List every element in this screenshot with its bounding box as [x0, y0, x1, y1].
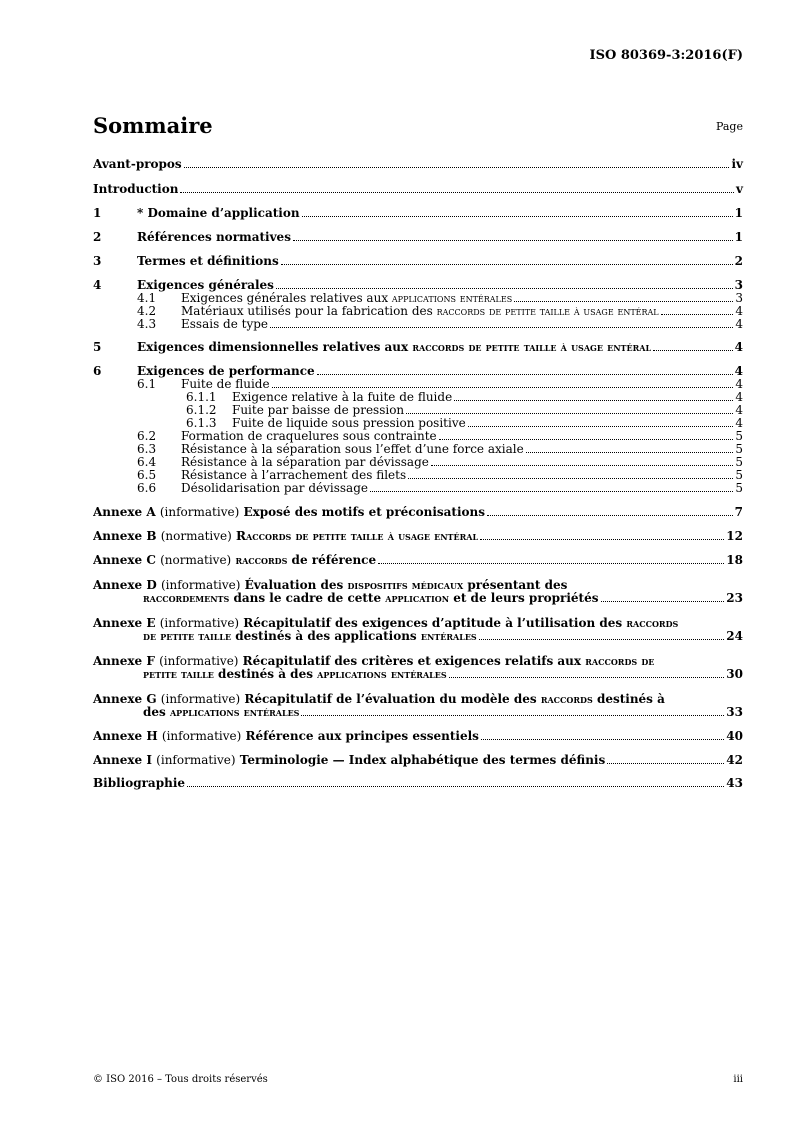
toc-number: 4.3 [137, 317, 157, 331]
leader-dots [479, 639, 725, 640]
leader-dots [406, 413, 733, 414]
leader-dots [317, 374, 733, 375]
toc-text: Matériaux utilisés pour la fabrication des raccords de petite taille à usage entéral [181, 305, 659, 318]
leader-dots [302, 216, 733, 217]
leader-dots [653, 350, 733, 351]
leader-dots [276, 288, 733, 289]
toc-number: 6.2 [137, 429, 157, 443]
leader-dots [378, 563, 724, 564]
toc-text: Annexe B (normative) Raccords de petite taille à usage entéral [93, 530, 479, 543]
leader-dots [468, 426, 734, 427]
toc-text: Introduction [93, 183, 179, 196]
toc-entry-annex-i[interactable] [93, 754, 743, 767]
toc-number: 6 [93, 364, 102, 378]
toc-text: Annexe C (normative) raccords de référence [93, 554, 377, 567]
toc-text: Exigences générales relatives aux applications entérales [181, 292, 513, 305]
footer-page-number: iii [733, 1074, 743, 1085]
toc-entry-6-2[interactable] [137, 430, 743, 443]
leader-dots [661, 314, 734, 315]
toc-page: 18 [726, 553, 743, 567]
toc-number: 6.3 [137, 442, 157, 456]
toc-entry-6[interactable] [93, 365, 743, 378]
toc-page: 5 [735, 429, 743, 443]
toc-text: Annexe A (informative) Exposé des motifs et préconisations [93, 506, 485, 519]
toc-page: 4 [734, 364, 743, 378]
toc-page: 5 [735, 455, 743, 469]
toc-text: Fuite de liquide sous pression positive [232, 417, 466, 430]
toc-page: 4 [735, 416, 743, 430]
toc-page: 42 [726, 753, 743, 767]
toc-entry-3[interactable] [93, 255, 743, 268]
toc-entry-annex-d[interactable] [93, 578, 743, 605]
leader-dots [481, 739, 724, 740]
toc-page: 43 [726, 776, 743, 790]
toc-text: Références normatives [137, 231, 291, 244]
toc-page: 4 [735, 304, 743, 318]
page-column-label: Page [715, 120, 743, 133]
toc-entry-6-5[interactable] [137, 469, 743, 482]
toc-page: 23 [726, 591, 743, 605]
toc-text: Résistance à l’arrachement des filets [181, 469, 407, 482]
toc-text: Bibliographie [93, 777, 186, 790]
toc-text: Avant-propos [93, 158, 182, 171]
toc-entry-annex-b[interactable] [93, 530, 743, 543]
toc-page: 30 [726, 667, 743, 681]
toc-entry-annex-a[interactable] [93, 506, 743, 519]
toc-entry-6-1-2[interactable] [186, 404, 743, 417]
leader-dots [514, 301, 733, 302]
toc-entry-annex-c[interactable] [93, 554, 743, 567]
toc-text: Exigences dimensionnelles relatives aux raccords de petite taille à usage entéral [137, 341, 652, 354]
toc-text: Exigences générales [137, 279, 274, 292]
footer-copyright: © ISO 2016 – Tous droits réservés [93, 1074, 268, 1085]
toc-page: 12 [726, 529, 743, 543]
leader-dots [180, 192, 734, 193]
leader-dots [439, 439, 734, 440]
toc-page: 4 [735, 390, 743, 404]
toc-page: 1 [734, 230, 743, 244]
leader-dots [601, 601, 725, 602]
toc-entry-6-1-1[interactable] [186, 391, 743, 404]
toc-text: Annexe I (informative) Terminologie — Index alphabétique des termes définis [93, 754, 606, 767]
toc-page: 24 [726, 629, 743, 643]
toc-entry-6-3[interactable] [137, 443, 743, 456]
toc-text: Résistance à la séparation sous l’effet d’une force axiale [181, 443, 524, 456]
toc-number: 6.6 [137, 481, 157, 495]
toc-text-line: Annexe E (informative) Récapitulatif des exigences d’aptitude à l’utilisation des raccords [93, 616, 679, 630]
toc-text: Termes et définitions [137, 255, 279, 268]
leader-dots [408, 478, 733, 479]
toc-page: 3 [735, 291, 743, 305]
toc-number: 1 [93, 206, 102, 220]
toc-text: Fuite de fluide [181, 378, 270, 391]
toc-text-line: Annexe G (informative) Récapitulatif de l’évaluation du modèle des raccords destinés à [93, 692, 665, 706]
toc-text: Fuite par baisse de pression [232, 404, 405, 417]
leader-dots [431, 465, 733, 466]
leader-dots [370, 491, 733, 492]
toc-text: Désolidarisation par dévissage [181, 482, 368, 495]
toc-number: 3 [93, 254, 102, 268]
leader-dots [526, 452, 734, 453]
toc-number: 6.5 [137, 468, 157, 482]
toc-page: 4 [735, 377, 743, 391]
toc-entry-4-2[interactable] [137, 305, 743, 318]
toc-text-line: Annexe F (informative) Récapitulatif des critères et exigences relatifs aux raccords de [93, 654, 655, 668]
toc-page: 40 [726, 729, 743, 743]
leader-dots [281, 264, 733, 265]
document-id: ISO 80369-3:2016(F) [589, 48, 743, 63]
toc-page: 5 [735, 442, 743, 456]
toc-page: v [736, 182, 743, 196]
page-title: Sommaire [93, 113, 213, 138]
toc-entry-annex-f[interactable] [93, 654, 743, 681]
toc-entry-4[interactable] [93, 279, 743, 292]
toc-entry-2[interactable] [93, 231, 743, 244]
toc-number: 4 [93, 278, 102, 292]
toc-entry-6-4[interactable] [137, 456, 743, 469]
toc-text: Exigences de performance [137, 365, 315, 378]
toc-text: Annexe H (informative) Référence aux principes essentiels [93, 730, 479, 743]
toc-number: 2 [93, 230, 102, 244]
toc-entry-bibliographie[interactable] [93, 777, 743, 790]
table-of-contents [93, 154, 743, 790]
toc-text-line: Annexe D (informative) Évaluation des dispositifs médicaux présentant des [93, 578, 568, 592]
toc-entry-6-1-3[interactable] [186, 417, 743, 430]
toc-text: Essais de type [181, 318, 269, 331]
toc-entry-annex-h[interactable] [93, 730, 743, 743]
toc-page: 3 [734, 278, 743, 292]
leader-dots [301, 715, 724, 716]
toc-text-line: petite taille destinés à des applications entérales 30 [143, 667, 743, 681]
toc-text-line: des applications entérales 33 [143, 705, 743, 719]
toc-number: 6.1.2 [186, 403, 217, 417]
toc-page: 33 [726, 705, 743, 719]
toc-entry-1[interactable] [93, 207, 743, 220]
toc-page: iv [731, 157, 743, 171]
toc-number: 4.2 [137, 304, 157, 318]
toc-number: 5 [93, 340, 102, 354]
toc-page: 4 [734, 340, 743, 354]
toc-entry-avant-propos[interactable] [93, 158, 743, 171]
toc-text: * Domaine d’application [137, 207, 300, 220]
toc-entry-6-6[interactable] [137, 482, 743, 495]
toc-text-line: de petite taille destinés à des applications entérales 24 [143, 629, 743, 643]
leader-dots [449, 677, 725, 678]
toc-entry-4-3[interactable] [137, 318, 743, 331]
leader-dots [270, 327, 733, 328]
toc-text-line: raccordements dans le cadre de cette application et de leurs propriétés 23 [143, 591, 743, 605]
toc-entry-annex-g[interactable] [93, 692, 743, 719]
toc-page: 4 [735, 317, 743, 331]
toc-entry-4-1[interactable] [137, 292, 743, 305]
leader-dots [293, 240, 733, 241]
leader-dots [187, 786, 724, 787]
toc-text: Exigence relative à la fuite de fluide [232, 391, 453, 404]
toc-page: 5 [735, 481, 743, 495]
toc-page: 2 [734, 254, 743, 268]
toc-number: 6.1.3 [186, 416, 217, 430]
toc-page: 5 [735, 468, 743, 482]
leader-dots [487, 515, 733, 516]
toc-page: 4 [735, 403, 743, 417]
toc-entry-6-1[interactable] [137, 378, 743, 391]
toc-number: 4.1 [137, 291, 157, 305]
toc-number: 6.1.1 [186, 390, 217, 404]
toc-page: 7 [734, 505, 743, 519]
leader-dots [272, 387, 734, 388]
leader-dots [454, 400, 733, 401]
toc-entry-annex-e[interactable] [93, 616, 743, 643]
toc-text: Formation de craquelures sous contrainte [181, 430, 437, 443]
leader-dots [480, 539, 724, 540]
toc-entry-5[interactable] [93, 341, 743, 354]
toc-page: 1 [734, 206, 743, 220]
toc-text: Résistance à la séparation par dévissage [181, 456, 429, 469]
leader-dots [184, 167, 730, 168]
leader-dots [607, 763, 724, 764]
toc-number: 6.1 [137, 377, 157, 391]
toc-number: 6.4 [137, 455, 157, 469]
toc-entry-introduction[interactable] [93, 183, 743, 196]
